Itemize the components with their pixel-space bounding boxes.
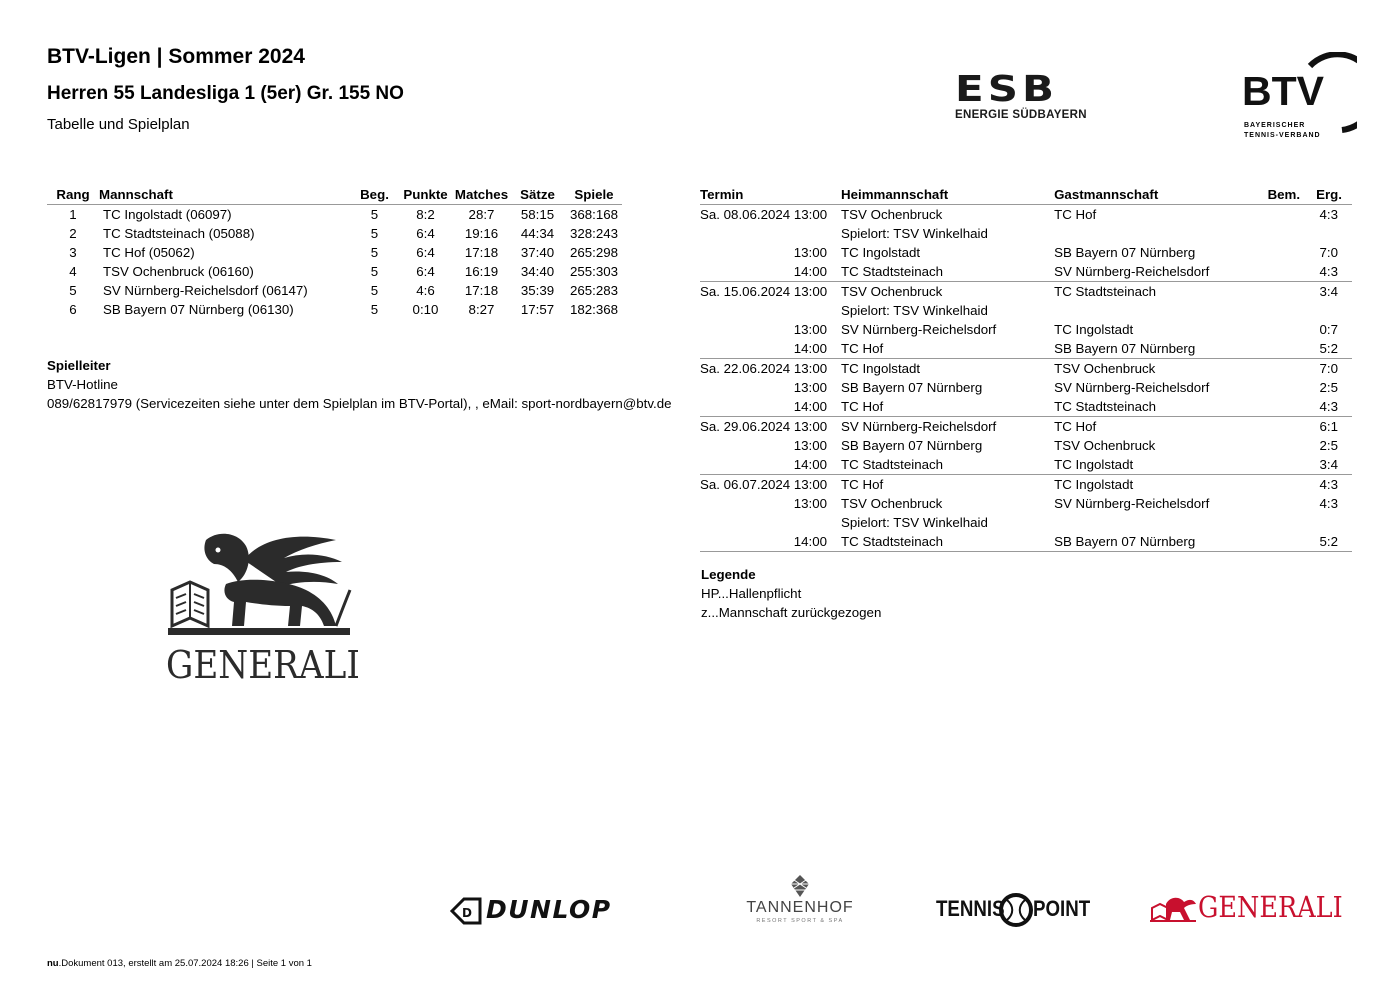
standings-row bbox=[47, 262, 622, 281]
bem-cell bbox=[1251, 513, 1300, 532]
lion-red-icon bbox=[1150, 894, 1196, 922]
beg-cell: 5 bbox=[370, 283, 379, 298]
esb-logo bbox=[955, 67, 1091, 121]
col-punkte: Punkte bbox=[403, 186, 448, 202]
btv-logo-sub2: TENNIS-VERBAND bbox=[1244, 132, 1321, 139]
col-bem: Bem. bbox=[1267, 186, 1301, 202]
bem-cell bbox=[1251, 378, 1300, 397]
punkte-cell: 6:4 bbox=[416, 264, 435, 279]
spiele-cell: 182:368 bbox=[569, 302, 619, 317]
guest-cell: TC Hof bbox=[1054, 207, 1097, 222]
termin-cell: 14:00 bbox=[793, 399, 828, 414]
home-cell: TSV Ochenbruck bbox=[841, 284, 943, 299]
legend-item: z...Mannschaft zurückgezogen bbox=[701, 605, 882, 620]
matches-cell: 17:18 bbox=[464, 283, 499, 298]
matches-cell: 19:16 bbox=[464, 226, 499, 241]
termin-cell: 13:00 bbox=[793, 322, 828, 337]
guest-cell: SB Bayern 07 Nürnberg bbox=[1054, 341, 1196, 356]
termin-cell: 14:00 bbox=[793, 264, 828, 279]
footer-text: .Dokument 013, erstellt am 25.07.2024 18:26 | Seite 1 von 1 bbox=[58, 958, 312, 969]
schedule-row bbox=[700, 397, 1352, 417]
home-cell: SB Bayern 07 Nürnberg bbox=[841, 380, 983, 395]
termin-cell: 13:00 bbox=[793, 496, 828, 511]
punkte-cell: 4:6 bbox=[416, 283, 435, 298]
schedule-row bbox=[700, 359, 1352, 379]
result-cell bbox=[1300, 301, 1352, 320]
schedule-row bbox=[700, 378, 1352, 397]
termin-cell: Sa. 22.06.2024 13:00 bbox=[700, 361, 828, 376]
result-cell: 0:7 bbox=[1319, 322, 1338, 337]
guest-cell bbox=[1054, 301, 1251, 320]
bem-cell bbox=[1251, 262, 1300, 282]
result-cell bbox=[1300, 513, 1352, 532]
schedule-row bbox=[700, 494, 1352, 513]
termin-cell: 14:00 bbox=[793, 457, 828, 472]
guest-cell: TC Ingolstadt bbox=[1054, 322, 1134, 337]
standings-row bbox=[47, 243, 622, 262]
bem-cell bbox=[1251, 359, 1300, 379]
leader-contact: 089/62817979 (Servicezeiten siehe unter dem Spielplan im BTV-Portal), , eMail: sport-nordbayern@btv.de bbox=[47, 396, 672, 411]
beg-cell: 5 bbox=[370, 302, 379, 317]
saetze-cell: 34:40 bbox=[520, 264, 555, 279]
schedule-row bbox=[700, 513, 1352, 532]
guest-cell: TSV Ochenbruck bbox=[1054, 361, 1156, 376]
tennis-ball-icon bbox=[998, 892, 1034, 928]
generali-red-logo bbox=[1150, 890, 1350, 926]
termin-cell: Sa. 06.07.2024 13:00 bbox=[700, 477, 828, 492]
esb-logo-text: ENERGIE SÜDBAYERN bbox=[955, 109, 1087, 121]
result-cell: 4:3 bbox=[1319, 496, 1338, 511]
standings-header-row bbox=[47, 184, 622, 205]
result-cell: 5:2 bbox=[1319, 341, 1338, 356]
termin-cell: Sa. 29.06.2024 13:00 bbox=[700, 419, 828, 434]
home-cell: TC Hof bbox=[841, 477, 884, 492]
home-cell: TC Hof bbox=[841, 399, 884, 414]
punkte-cell: 6:4 bbox=[416, 245, 435, 260]
team-cell: SB Bayern 07 Nürnberg (06130) bbox=[103, 302, 294, 317]
col-termin: Termin bbox=[700, 186, 744, 202]
generali-lion-logo bbox=[166, 530, 360, 687]
tennispoint-logo bbox=[936, 892, 1091, 930]
guest-cell: SV Nürnberg-Reichelsdorf bbox=[1054, 264, 1210, 279]
rang-cell: 3 bbox=[69, 245, 77, 260]
schedule-row bbox=[700, 339, 1352, 359]
result-cell: 2:5 bbox=[1319, 380, 1338, 395]
schedule-row bbox=[700, 475, 1352, 495]
home-cell: TC Hof bbox=[841, 341, 884, 356]
pinecone-icon bbox=[789, 874, 811, 898]
col-beg: Beg. bbox=[360, 186, 389, 202]
bem-cell bbox=[1251, 475, 1300, 495]
schedule-row bbox=[700, 205, 1352, 225]
team-cell: TSV Ochenbruck (06160) bbox=[103, 264, 254, 279]
result-cell: 3:4 bbox=[1319, 457, 1338, 472]
col-heim: Heimmannschaft bbox=[841, 186, 949, 202]
bem-cell bbox=[1251, 224, 1300, 243]
schedule-row bbox=[700, 282, 1352, 302]
legend-item: HP...Hallenpflicht bbox=[701, 586, 802, 601]
guest-cell bbox=[1054, 513, 1251, 532]
home-cell: TC Ingolstadt bbox=[841, 361, 921, 376]
guest-cell: SV Nürnberg-Reichelsdorf bbox=[1054, 496, 1210, 511]
termin-cell bbox=[700, 224, 841, 243]
home-cell: Spielort: TSV Winkelhaid bbox=[841, 303, 988, 318]
home-cell: TC Stadtsteinach bbox=[841, 534, 944, 549]
col-mannschaft: Mannschaft bbox=[99, 186, 173, 202]
result-cell: 4:3 bbox=[1319, 207, 1338, 222]
matches-cell: 8:27 bbox=[468, 302, 495, 317]
result-cell: 7:0 bbox=[1319, 361, 1338, 376]
bem-cell bbox=[1251, 417, 1300, 437]
result-cell bbox=[1300, 224, 1352, 243]
standings-table bbox=[47, 184, 622, 319]
col-rang: Rang bbox=[56, 186, 90, 202]
league-title: Herren 55 Landesliga 1 (5er) Gr. 155 NO bbox=[47, 83, 404, 104]
result-cell: 4:3 bbox=[1319, 399, 1338, 414]
home-cell: TC Stadtsteinach bbox=[841, 457, 944, 472]
btv-logo-sub1: BAYERISCHER bbox=[1244, 122, 1306, 129]
termin-cell: Sa. 08.06.2024 13:00 bbox=[700, 207, 828, 222]
beg-cell: 5 bbox=[370, 264, 379, 279]
rang-cell: 5 bbox=[69, 283, 77, 298]
schedule-row bbox=[700, 455, 1352, 475]
termin-cell: Sa. 15.06.2024 13:00 bbox=[700, 284, 828, 299]
tannenhof-logo bbox=[740, 874, 860, 934]
dunlop-d-icon bbox=[450, 897, 482, 925]
result-cell: 4:3 bbox=[1319, 477, 1338, 492]
saetze-cell: 44:34 bbox=[520, 226, 555, 241]
matches-cell: 28:7 bbox=[468, 207, 495, 222]
standings-row bbox=[47, 281, 622, 300]
esb-logo-mark: ESB bbox=[955, 67, 1058, 110]
team-cell: TC Stadtsteinach (05088) bbox=[103, 226, 255, 241]
footer-brand: nu bbox=[47, 958, 59, 969]
guest-cell: TC Stadtsteinach bbox=[1054, 399, 1157, 414]
tennispoint-logo-right: POINT bbox=[1033, 896, 1091, 921]
spiele-cell: 265:298 bbox=[569, 245, 619, 260]
spiele-cell: 255:303 bbox=[569, 264, 619, 279]
result-cell: 2:5 bbox=[1319, 438, 1338, 453]
guest-cell: TC Stadtsteinach bbox=[1054, 284, 1157, 299]
home-cell: SB Bayern 07 Nürnberg bbox=[841, 438, 983, 453]
dunlop-logo bbox=[450, 895, 655, 927]
legend-block bbox=[701, 565, 881, 622]
home-cell: SV Nürnberg-Reichelsdorf bbox=[841, 419, 997, 434]
tennispoint-logo-left: TENNIS bbox=[936, 896, 1005, 921]
standings-row bbox=[47, 224, 622, 243]
footer-note bbox=[47, 958, 312, 969]
beg-cell: 5 bbox=[370, 226, 379, 241]
col-gast: Gastmannschaft bbox=[1054, 186, 1159, 202]
team-cell: TC Hof (05062) bbox=[103, 245, 195, 260]
schedule-row bbox=[700, 436, 1352, 455]
matches-cell: 16:19 bbox=[464, 264, 499, 279]
termin-cell: 13:00 bbox=[793, 438, 828, 453]
result-cell: 6:1 bbox=[1319, 419, 1338, 434]
rang-cell: 4 bbox=[69, 264, 77, 279]
guest-cell: SB Bayern 07 Nürnberg bbox=[1054, 534, 1196, 549]
result-cell: 4:3 bbox=[1319, 264, 1338, 279]
bem-cell bbox=[1251, 243, 1300, 262]
guest-cell: TC Hof bbox=[1054, 419, 1097, 434]
col-spiele: Spiele bbox=[574, 186, 614, 202]
schedule-row bbox=[700, 262, 1352, 282]
rang-cell: 1 bbox=[69, 207, 77, 222]
beg-cell: 5 bbox=[370, 207, 379, 222]
team-cell: TC Ingolstadt (06097) bbox=[103, 207, 232, 222]
home-cell: TSV Ochenbruck bbox=[841, 207, 943, 222]
rang-cell: 6 bbox=[69, 302, 77, 317]
page-subtitle: Tabelle und Spielplan bbox=[47, 116, 190, 133]
schedule-row bbox=[700, 243, 1352, 262]
svg-text:D: D bbox=[462, 906, 472, 920]
schedule-row bbox=[700, 320, 1352, 339]
schedule-table bbox=[700, 184, 1352, 552]
bem-cell bbox=[1251, 320, 1300, 339]
spiele-cell: 265:283 bbox=[569, 283, 619, 298]
punkte-cell: 8:2 bbox=[416, 207, 435, 222]
bem-cell bbox=[1251, 301, 1300, 320]
home-cell: SV Nürnberg-Reichelsdorf bbox=[841, 322, 997, 337]
generali-lion-logo-text: GENERALI bbox=[166, 643, 360, 687]
schedule-row bbox=[700, 301, 1352, 320]
beg-cell: 5 bbox=[370, 245, 379, 260]
saetze-cell: 58:15 bbox=[520, 207, 555, 222]
tannenhof-logo-text: TANNENHOF bbox=[746, 899, 854, 916]
bem-cell bbox=[1251, 494, 1300, 513]
generali-red-logo-text: GENERALI bbox=[1198, 890, 1343, 924]
tannenhof-logo-sub: RESORT SPORT & SPA bbox=[756, 918, 844, 924]
page-title: BTV-Ligen | Sommer 2024 bbox=[47, 45, 305, 68]
guest-cell: TSV Ochenbruck bbox=[1054, 438, 1156, 453]
punkte-cell: 6:4 bbox=[416, 226, 435, 241]
schedule-row bbox=[700, 224, 1352, 243]
rang-cell: 2 bbox=[69, 226, 77, 241]
dunlop-logo-text: DUNLOP bbox=[486, 895, 612, 924]
bem-cell bbox=[1251, 282, 1300, 302]
result-cell: 5:2 bbox=[1319, 534, 1338, 549]
home-cell: Spielort: TSV Winkelhaid bbox=[841, 515, 988, 530]
team-cell: SV Nürnberg-Reichelsdorf (06147) bbox=[103, 283, 308, 298]
termin-cell: 14:00 bbox=[793, 534, 828, 549]
bem-cell bbox=[1251, 339, 1300, 359]
result-cell: 3:4 bbox=[1319, 284, 1338, 299]
result-cell: 7:0 bbox=[1319, 245, 1338, 260]
saetze-cell: 37:40 bbox=[520, 245, 555, 260]
termin-cell: 13:00 bbox=[793, 380, 828, 395]
home-cell: TSV Ochenbruck bbox=[841, 496, 943, 511]
schedule-row bbox=[700, 417, 1352, 437]
col-saetze: Sätze bbox=[520, 186, 555, 202]
saetze-cell: 17:57 bbox=[520, 302, 555, 317]
bem-cell bbox=[1251, 205, 1300, 225]
termin-cell: 14:00 bbox=[793, 341, 828, 356]
bem-cell bbox=[1251, 532, 1300, 552]
bem-cell bbox=[1251, 436, 1300, 455]
standings-row bbox=[47, 205, 622, 225]
lion-icon bbox=[166, 530, 352, 636]
leader-name: BTV-Hotline bbox=[47, 377, 118, 392]
home-cell: TC Stadtsteinach bbox=[841, 264, 944, 279]
guest-cell: TC Ingolstadt bbox=[1054, 457, 1134, 472]
bem-cell bbox=[1251, 397, 1300, 417]
guest-cell: SB Bayern 07 Nürnberg bbox=[1054, 245, 1196, 260]
saetze-cell: 35:39 bbox=[520, 283, 555, 298]
punkte-cell: 0:10 bbox=[412, 302, 439, 317]
schedule-row bbox=[700, 532, 1352, 552]
guest-cell: TC Ingolstadt bbox=[1054, 477, 1134, 492]
col-matches: Matches bbox=[454, 186, 509, 202]
matches-cell: 17:18 bbox=[464, 245, 499, 260]
btv-logo bbox=[1242, 52, 1357, 144]
guest-cell: SV Nürnberg-Reichelsdorf bbox=[1054, 380, 1210, 395]
home-cell: Spielort: TSV Winkelhaid bbox=[841, 226, 988, 241]
termin-cell: 13:00 bbox=[793, 245, 828, 260]
termin-cell bbox=[700, 301, 841, 320]
guest-cell bbox=[1054, 224, 1251, 243]
col-erg: Erg. bbox=[1316, 186, 1342, 202]
home-cell: TC Ingolstadt bbox=[841, 245, 921, 260]
legend-heading: Legende bbox=[701, 567, 756, 582]
btv-logo-mark: BTV bbox=[1242, 68, 1324, 114]
schedule-header-row bbox=[700, 184, 1352, 205]
termin-cell bbox=[700, 513, 841, 532]
leader-block bbox=[47, 356, 672, 413]
spiele-cell: 328:243 bbox=[569, 226, 619, 241]
standings-row bbox=[47, 300, 622, 319]
spiele-cell: 368:168 bbox=[569, 207, 619, 222]
bem-cell bbox=[1251, 455, 1300, 475]
leader-heading: Spielleiter bbox=[47, 358, 111, 373]
